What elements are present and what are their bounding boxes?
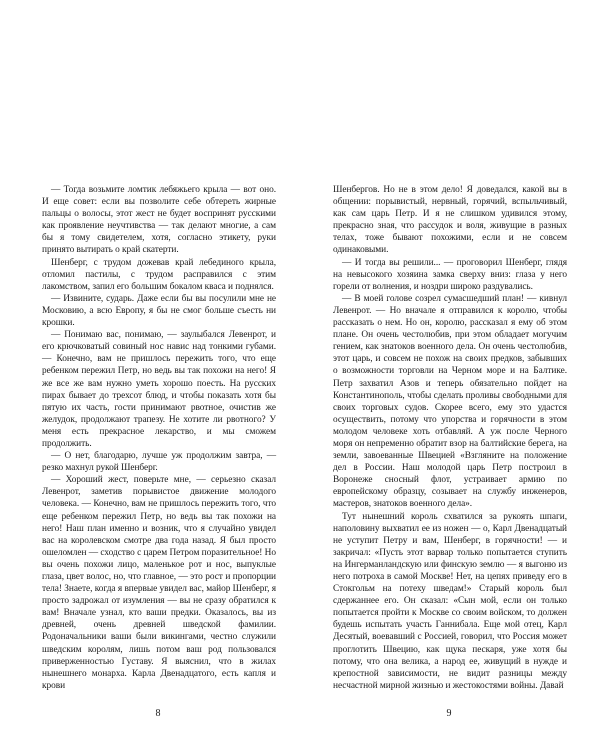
paragraph: Тут нынешний король схватился за рукоять шпаги, наполовину выхватил ее из ножен — о, Карл Двенадцатый не уступит Петру и вам, Шенберг, в горячности! — и закричал: «Пусть этот варвар только попытается ступить на Ингерманландскую или финскую землю — я выгоню из него потроха в самой Москве! Нет, на цепях приведу его в Стокгольм на потеху шведам!» Старый король был сдержаннее его. Он сказал: «Сын мой, если он только попытается пройти к Москве со своим войском, то должен будешь испытать участь Ганнибала. Еще мой отец, Карл Десятый, воевавший с Россией, говорил, что Россия может проглотить Швецию, как щука пескаря, уже хотя бы потому, что она велика, а народ ее, живущий в нужде и крепостной зависимости, не видит разницы между несчастной мирной жизнью и жестокостями войны. Давай bbox=[333, 511, 567, 691]
left-page-text bbox=[42, 184, 276, 692]
paragraph: — Хороший жест, поверьте мне, — серьезно сказал Левенрот, заметив порывистое движение молодого человека. — Конечно, вам не пришлось пережить того, что еще ребенком пережил Петр, но ведь вы так похожи на него! Наш план именно и возник, что я случайно увидел вас на королевском смотре два года назад. Я был просто ошеломлен — сходство с царем Петром поразительное! Но вы очень похожи лицо, маленькое рот и нос, выпуклые глаза, цвет волос, но, что главное, — это рост и пропорции тела! Знаете, когда я впервые увидел вас, майор Шенберг, я просто задрожал от изумления — вы не сразу обратился к вам! Вначале узнал, кто ваши предки. Оказалось, вы из древней, очень древней шведской фамилии. Родоначальники ваши были викингами, честно служили шведским королям, лишь потом ваш род пользовался приверженностью Густаву. Я выяснил, что в жилах нынешнего монарха. Карла Двенадцатого, есть капля и крови bbox=[42, 475, 276, 691]
paragraph: — О нет, благодарю, лучше уж продолжим завтра, — резко махнул рукой Шенберг. bbox=[42, 451, 276, 474]
paragraph: — Извините, сударь. Даже если бы вы посулили мне не Московию, а всю Европу, я бы не смог больше съесть ни крошки. bbox=[42, 293, 276, 329]
paragraph: — И тогда вы решили... — проговорил Шенберг, глядя на невысокого хозяина замка сверху вниз: глаза у него горели от волнения, и ноздри широко раздувались. bbox=[333, 257, 567, 292]
page-number: 8 bbox=[155, 708, 161, 719]
paragraph: Шенберг, с трудом дожевав край лебединого крыла, отломил пастилы, с трудом расправился с этим лакомством, запил его большим бокалом кваса и поднялся. bbox=[42, 257, 276, 292]
paragraph: — Тогда возьмите ломтик лебяжьего крыла — вот оно. И еще совет: если вы позволите себе обтереть жирные пальцы о волосы, этот жест не будет воспринят русскими как проявление неучтивства — так делают многие, а сам бы я тому свидетелем, хотя, согласно этикету, руки принято вытирать о край скатерти. bbox=[42, 185, 276, 256]
paragraph: — Понимаю вас, понимаю, — заулыбался Левенрот, и его крючковатый совиный нос навис над тонкими губами. — Конечно, вам не пришлось пережить того, что еще ребенком пережил Петр, но ведь вы так похожи на него! Я же все же вам нужно уметь хорошо поесть. На русских пирах бывает до трехсот блюд, и чтобы показать хотя бы пятую их часть, гости принимают рвотное, очистив же желудок, продолжают трапезу. Не хотите ли рвотного? У меня есть прекрасное лекарство, и мы сможем продолжить. bbox=[42, 330, 276, 449]
paragraph: — В моей голове созрел сумасшедший план! — кивнул Левенрот. — Но вначале я отправился к королю, чтобы рассказать о нем. Но он, королю, рассказал я ему об этом плане. Он очень честолюбив, при этом обладает могучим гением, как знатоков военного дела. Он очень честолюбив, этот царь, и совсем не похож на своих предков, забывших о возможности торговли на Черном море и на Балтике. Петр захватил Азов и теперь обязательно пойдет на Константинополь, чтобы сделать проливы свободными для своих торговых судов. Скорее всего, ему это удастся осуществить, потому что упорства и горячности в этом молодом человеке хоть отбавляй. А уж после Черного моря он непременно обратит взор на балтийские берега, на земли, завоеванные Швецией «Взгляните на положение дел в России. Наш молодой царь Петр построил в Воронеже сносный флот, устраивает армию по европейскому образцу, созывает на службу инженеров, мастеров, знатоков военного дела». bbox=[333, 293, 567, 510]
right-page-text bbox=[333, 184, 567, 692]
paragraph: Шенбергов. Но не в этом дело! Я доведался, какой вы в общении: порывистый, нервный, горячий, вспыльчивый, как сам царь Петр. И я не слишком удивился этому, прекрасно зная, что рассудок и воля, живущие в разных телах, тоже бывают похожими, если и не совсем одинаковыми. bbox=[333, 185, 567, 256]
right-page bbox=[300, 0, 600, 750]
page-number: 9 bbox=[446, 708, 452, 719]
